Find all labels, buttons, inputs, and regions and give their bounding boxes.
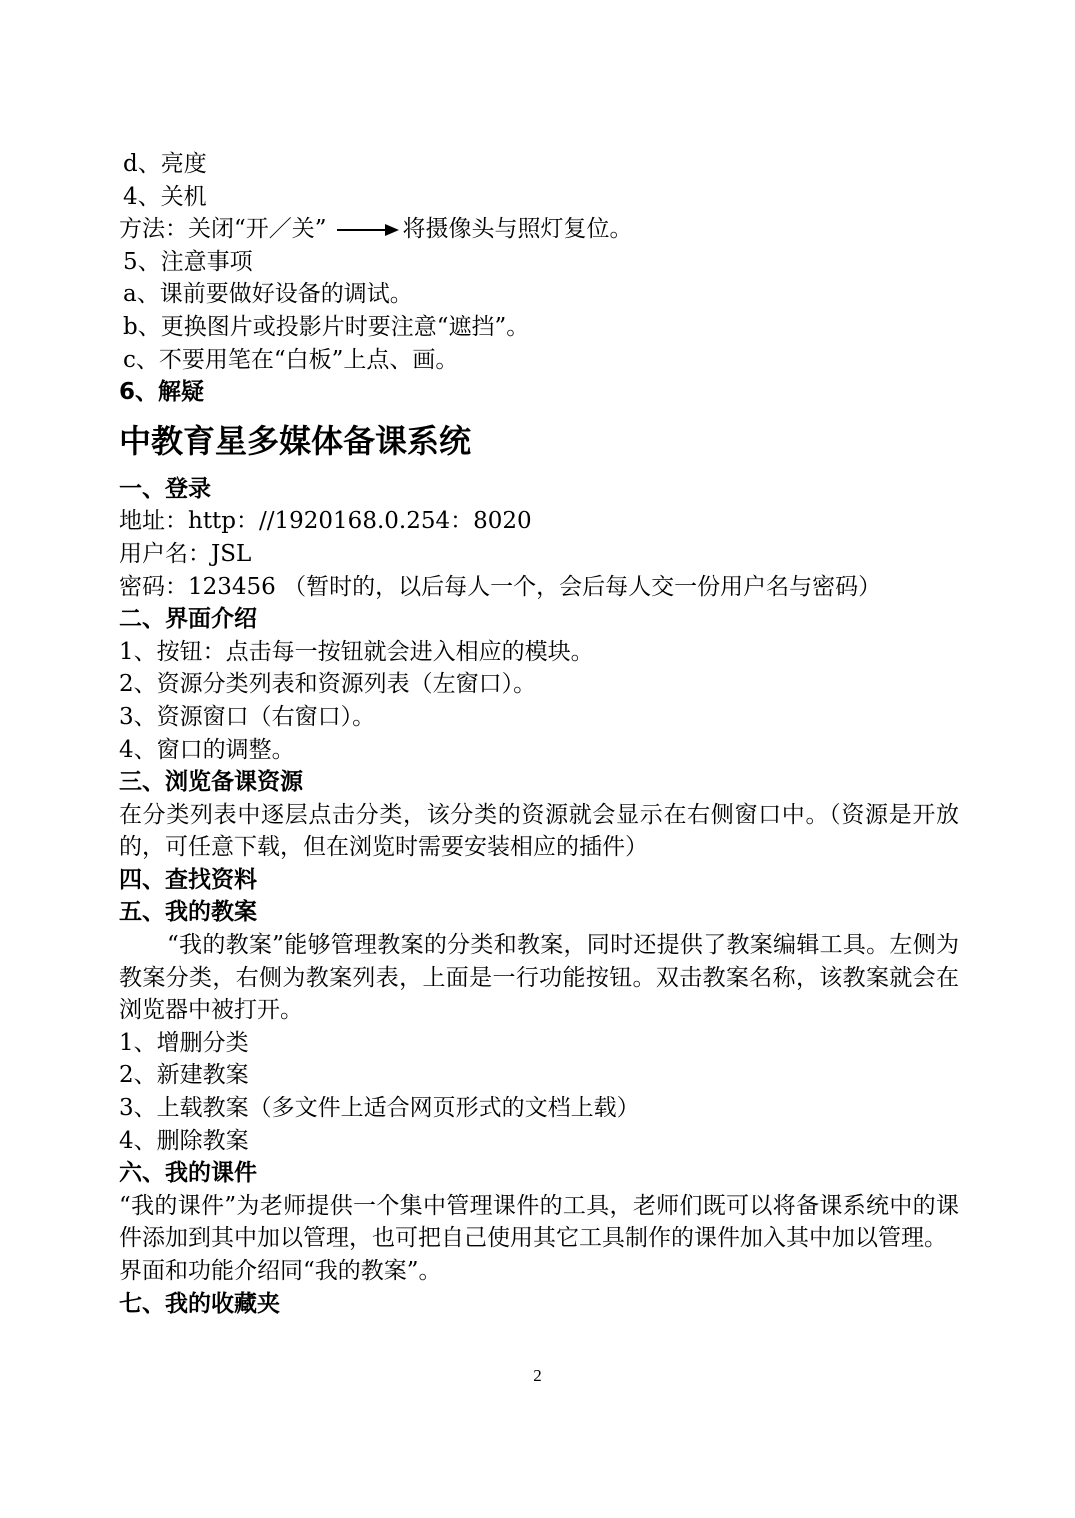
method-result: 将摄像头与照灯复位。 [402,216,633,243]
paragraph: 在分类列表中逐层点击分类，该分类的资源就会显示在右侧窗口中。（资源是开放的，可任意下载，但在浏览时需要安装相应的插件） [119,801,959,861]
method-label: 方法：关闭“开／关” [119,216,327,243]
username-line: 用户名：JSL [119,540,252,567]
section-heading: 四、查找资料 [119,866,257,893]
list-item: 2、资源分类列表和资源列表（左窗口）。 [119,671,537,698]
list-item: 4、窗口的调整。 [119,736,295,763]
address-line: 地址：http：//1920168.0.254：8020 [119,508,532,535]
section-heading: 二、界面介绍 [119,606,257,633]
list-item: 3、资源窗口（右窗口）。 [119,703,376,730]
list-item: 1、增删分类 [119,1029,249,1056]
password-line: 密码：123456 （暂时的，以后每人一个，会后每人交一份用户名与密码） [119,573,882,600]
method-line [119,213,959,246]
section-heading: 六、我的课件 [119,1160,257,1187]
paragraph: “我的教案”能够管理教案的分类和教案，同时还提供了教案编辑工具。左侧为教案分类，右侧为教案列表，上面是一行功能按钮。双击教案名称，该教案就会在浏览器中被打开。 [119,932,959,1024]
page-number: 2 [533,1366,542,1385]
text-line: 界面和功能介绍同“我的教案”。 [119,1258,442,1284]
text-line: 5、注意事项 [123,248,253,275]
text-line: 4、关机 [123,183,207,210]
list-item: 3、上载教案（多文件上适合网页形式的文档上载） [119,1095,640,1122]
list-item: 1、按钮：点击每一按钮就会进入相应的模块。 [119,638,594,665]
section-heading: 五、我的教案 [119,899,257,926]
section-heading: 三、浏览备课资源 [119,769,303,796]
paragraph: “我的课件”为老师提供一个集中管理课件的工具，老师们既可以将备课系统中的课件添加到其中加以管理，也可把自己使用其它工具制作的课件加入其中加以管理。 [119,1192,959,1252]
section-heading: 6、解疑 [119,379,205,406]
document-page [119,148,959,1320]
arrow-right-icon [337,223,399,237]
document-title: 中教育星多媒体备课系统 [119,421,472,460]
list-item: 4、删除教案 [119,1127,249,1154]
text-line: c、不要用笔在“白板”上点、画。 [123,346,459,373]
section-heading: 七、我的收藏夹 [119,1290,280,1317]
text-line: d、亮度 [123,151,207,177]
list-item: 2、新建教案 [119,1062,249,1089]
text-line: b、更换图片或投影片时要注意“遮挡”。 [123,313,530,340]
text-line: a、课前要做好设备的调试。 [123,281,413,308]
section-heading: 一、登录 [119,475,211,502]
